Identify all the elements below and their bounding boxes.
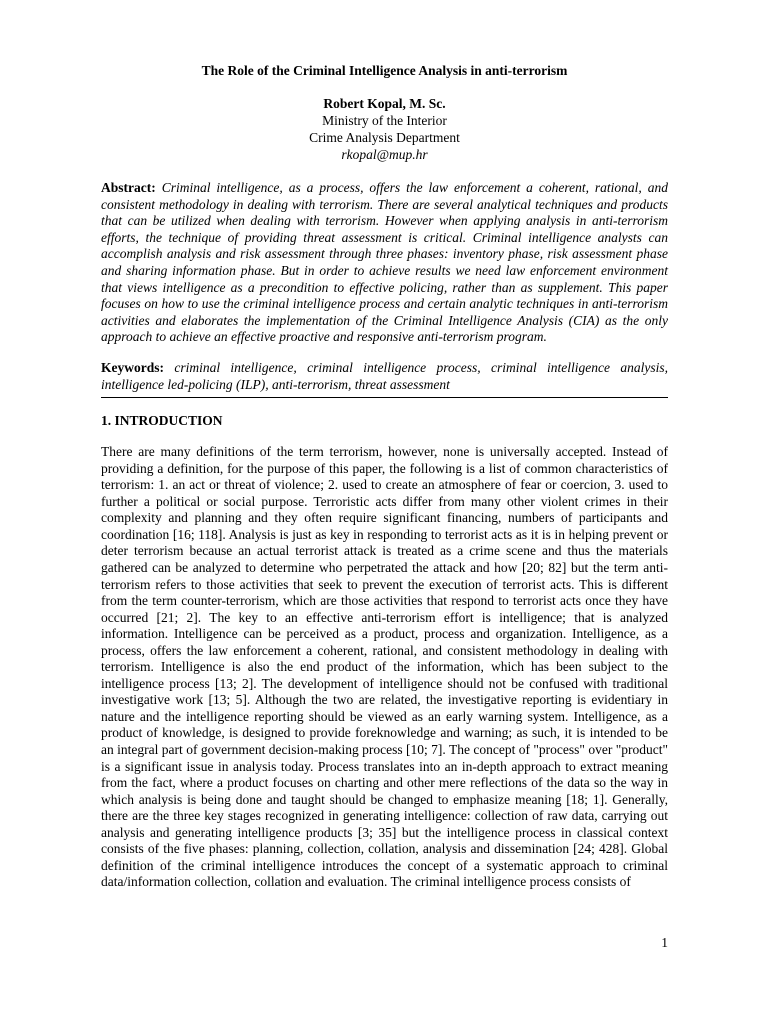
page-content <box>101 62 668 891</box>
abstract <box>101 180 668 346</box>
author-block <box>101 95 668 163</box>
keywords-text: criminal intelligence, criminal intelligence process, criminal intelligence analysis, intelligence led-policing (ILP), anti-terrorism, threat assessment <box>101 359 668 392</box>
abstract-text: Criminal intelligence, as a process, offers the law enforcement a coherent, rational, and consistent methodology in dealing with terrorism. There are several analytical techniques and products that can be utilized when dealing with terrorism. However when applying analysis in anti-terrorism efforts, the technique of providing threat assessment is critical. Criminal intelligence analysts can accomplish analysis and risk assessment through three phases: inventory phase, risk assessment phase and sharing information phase. But in order to achieve results we need law enforcement environment that views intelligence as a precondition to effective policing, rather than as supplement. This paper focuses on how to use the criminal intelligence process and certain analytic techniques in anti-terrorism activities and elaborates the implementation of the Criminal Intelligence Analysis (CIA) as the only approach to achieve an effective proactive and responsive anti-terrorism program. <box>101 180 669 345</box>
keywords <box>101 360 668 393</box>
section-heading-introduction: 1. INTRODUCTION <box>101 413 223 429</box>
page-number: 1 <box>661 935 668 950</box>
section-divider <box>101 397 668 398</box>
introduction-paragraph: There are many definitions of the term terrorism, however, none is universally accepted. Instead of providing a definition, for the purpose of this paper, the following is a list of common characteristics of terrorism: 1. an act or threat of violence; 2. used to create an atmosphere of fear or coercion, 3. used to further a political or social purpose. Terroristic acts differ from many other violent crimes in their complexity and planning and they often require significant financing, numbers of participants and coordination [16; 118]. Analysis is just as key in responding to terrorist acts as it is in helping prevent or deter terrorism because an actual terrorist attack is treated as a crime scene and thus the materials gathered can be analyzed to determine who perpetrated the attack and how [20; 82] but the term anti-terrorism refers to those activities that seek to prevent the execution of terrorist acts. This is different from the term counter-terrorism, which are those activities that respond to terrorist acts once they have occurred [21; 2]. The key to an effective anti-terrorism effort is intelligence; that is analyzed information. Intelligence can be perceived as a product, process and organization. Intelligence, as a process, offers the law enforcement a coherent, rational, and consistent methodology in dealing with terrorism. Intelligence is also the end product of the information, which has been subject to the intelligence process [13; 2]. The development of intelligence should not be confused with traditional investigative work [13; 5]. Although the two are related, the investigative reporting is evidentiary in nature and the intelligence reporting should be viewed as an early warning system. Intelligence, as a product of knowledge, is designed to provide foreknowledge and warning; as such, it is intended to be an integral part of government decision-making process [10; 7]. The concept of "process" over "product" is a significant issue in analysis today. Process translates into an in-depth approach to extract meaning from the fact, where a product focuses on charting and other mere reflections of the data so the way in which analysis is being done and taught should be changed to emphasize meaning [18; 1]. Generally, there are the three key stages recognized in generating intelligence: collection of raw data, carrying out analysis and generating intelligence products [3; 35] but the intelligence process in classical context consists of the five phases: planning, collection, collation, analysis and dissemination [24; 428]. Global definition of the criminal intelligence introduces the concept of a systematic approach to criminal data/information collection, collation and evaluation. The criminal intelligence process consists of <box>101 444 668 890</box>
author-affiliation-department: Crime Analysis Department <box>309 130 460 145</box>
keywords-label: Keywords: <box>101 359 164 375</box>
author-email: rkopal@mup.hr <box>341 147 428 162</box>
abstract-label: Abstract: <box>101 180 156 195</box>
author-affiliation-ministry: Ministry of the Interior <box>322 113 447 128</box>
author-name: Robert Kopal, M. Sc. <box>323 96 446 111</box>
paper-title: The Role of the Criminal Intelligence Analysis in anti-terrorism <box>201 63 568 78</box>
